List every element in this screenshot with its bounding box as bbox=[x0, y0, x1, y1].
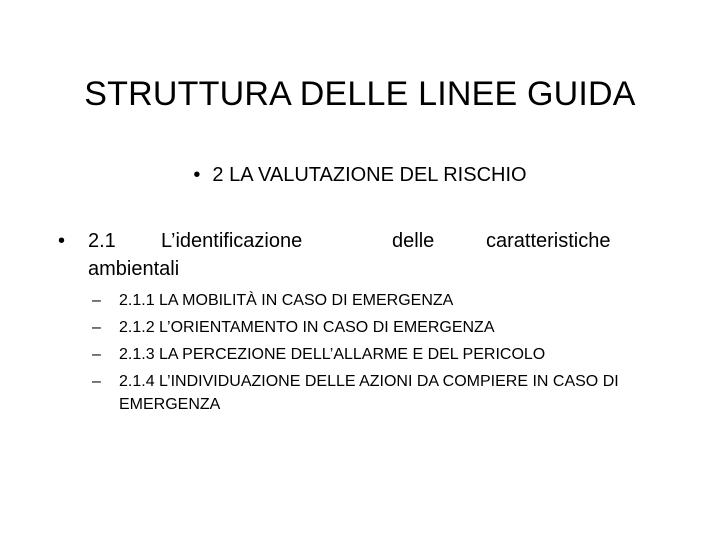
sub-item bbox=[92, 341, 659, 368]
sub-item bbox=[92, 314, 659, 341]
section-heading-text: 2 LA VALUTAZIONE DEL RISCHIO bbox=[212, 164, 527, 186]
sub-item-text: 2.1.1 LA MOBILITÀ IN CASO DI EMERGENZA bbox=[119, 292, 454, 309]
bullet-marker: • bbox=[58, 230, 66, 252]
sub-item-text: 2.1.4 L’INDIVIDUAZIONE DELLE AZIONI DA COMPIERE IN CASO DI EMERGENZA bbox=[119, 373, 619, 413]
sub-item-text: 2.1.3 LA PERCEZIONE DELL’ALLARME E DEL PERICOLO bbox=[119, 346, 546, 363]
main-bullet-word: delle bbox=[392, 230, 435, 252]
main-bullet-word: caratteristiche bbox=[486, 230, 611, 252]
main-bullet-number: 2.1 bbox=[88, 230, 116, 252]
dash-marker: – bbox=[92, 346, 101, 363]
main-bullet-word: L’identificazione bbox=[161, 230, 303, 252]
dash-marker: – bbox=[92, 292, 101, 309]
slide-title: STRUTTURA DELLE LINEE GUIDA bbox=[84, 75, 636, 113]
sub-item bbox=[92, 368, 659, 418]
sub-item-list bbox=[92, 287, 659, 418]
dash-marker: – bbox=[92, 373, 101, 390]
bullet-marker: • bbox=[193, 164, 201, 186]
main-bullet-continuation: ambientali bbox=[88, 258, 180, 280]
sub-item bbox=[92, 287, 659, 314]
sub-item-text: 2.1.2 L’ORIENTAMENTO IN CASO DI EMERGENZA bbox=[119, 319, 495, 336]
dash-marker: – bbox=[92, 319, 101, 336]
section-heading bbox=[0, 162, 720, 188]
